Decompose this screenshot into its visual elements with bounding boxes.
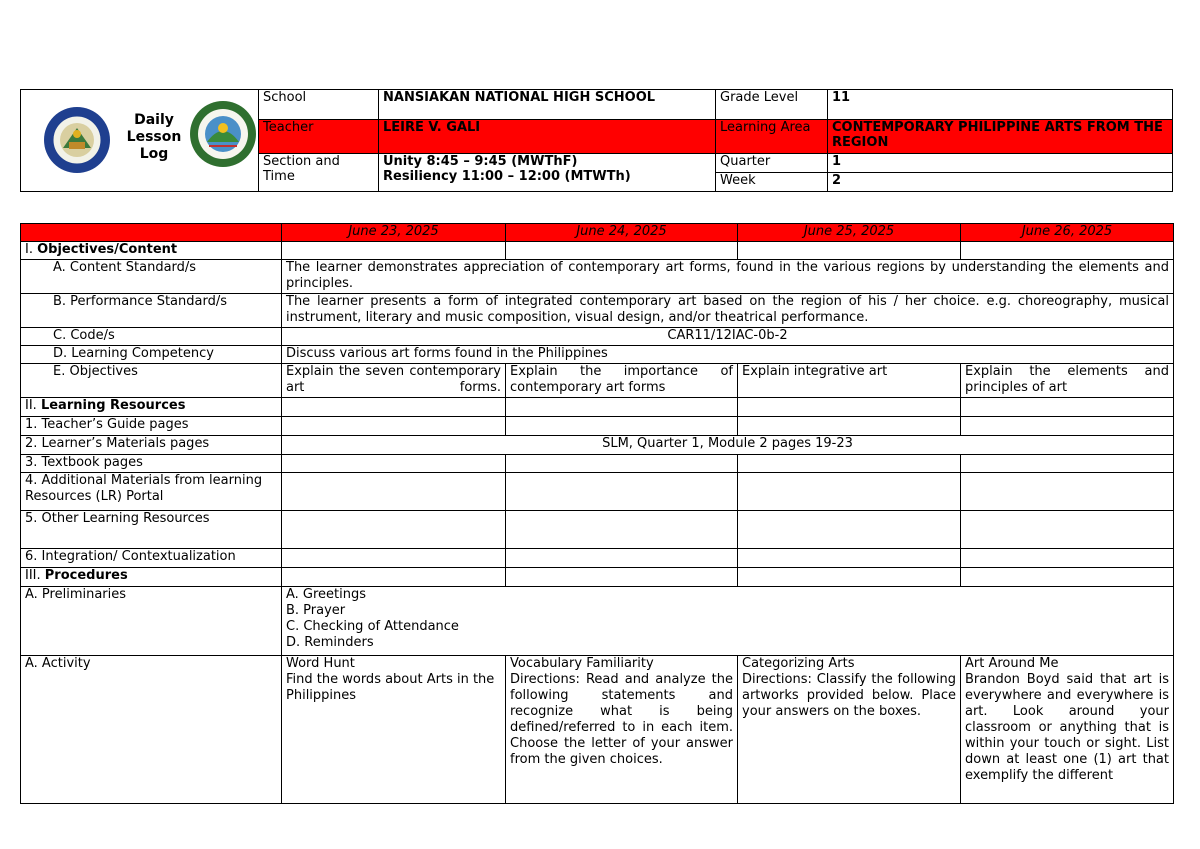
activity-day	[961, 656, 1174, 804]
logo-title-line: Log	[139, 145, 169, 162]
content-standard-label: A. Content Standard/s	[21, 260, 282, 294]
date-header: June 25, 2025	[738, 224, 961, 242]
activity-text: Directions: Classify the following artworks provided below. Place your answers on the boxes.	[742, 672, 956, 719]
section-line: Resiliency 11:00 – 12:00 (MTWTh)	[383, 169, 631, 184]
logo-cell	[21, 90, 259, 192]
integration-label: 6. Integration/ Contextualization	[21, 549, 282, 568]
objective-day: Explain the importance of contemporary art forms	[506, 364, 738, 398]
learning-area-value: CONTEMPORARY PHILIPPINE ARTS FROM THE REGION	[828, 120, 1173, 154]
preliminaries-label: A. Preliminaries	[21, 587, 282, 656]
week-label: Week	[716, 173, 828, 192]
content-standard-text: The learner demonstrates appreciation of contemporary art forms, found in the various regions by understanding the elements and principles.	[282, 260, 1174, 294]
activity-day	[506, 656, 738, 804]
lesson-log-table	[20, 223, 1174, 804]
activity-text: Find the words about Arts in the Philippines	[286, 672, 495, 703]
activity-title: Art Around Me	[965, 656, 1059, 671]
activity-title: Word Hunt	[286, 656, 355, 671]
additional-materials-label: 4. Additional Materials from learning Resources (LR) Portal	[21, 473, 282, 511]
competency-label: D. Learning Competency	[21, 346, 282, 364]
school-label: School	[259, 90, 379, 120]
logo-title-line: Daily	[134, 111, 174, 128]
textbook-label: 3. Textbook pages	[21, 455, 282, 473]
other-resources-label: 5. Other Learning Resources	[21, 511, 282, 549]
school-seal-icon	[189, 100, 257, 168]
section-heading-resources: II. Learning Resources	[21, 398, 282, 417]
teachers-guide-label: 1. Teacher’s Guide pages	[21, 417, 282, 436]
date-header: June 24, 2025	[506, 224, 738, 242]
code-label: C. Code/s	[21, 328, 282, 346]
objective-day: Explain the seven contemporary art forms.	[282, 364, 506, 398]
grade-level-label: Grade Level	[716, 90, 828, 120]
date-header: June 23, 2025	[282, 224, 506, 242]
performance-standard-text: The learner presents a form of integrated contemporary art based on the region of his / her choice. e.g. choreography, musical instrument, literary and music composition, visual design, and/or theatrical performance.	[282, 294, 1174, 328]
section-time-value	[379, 154, 716, 192]
section-heading-procedures: III. Procedures	[21, 568, 282, 587]
activity-title: Vocabulary Familiarity	[510, 656, 654, 671]
activity-title: Categorizing Arts	[742, 656, 855, 671]
learners-materials-label: 2. Learner’s Materials pages	[21, 436, 282, 455]
quarter-value: 1	[828, 154, 1173, 173]
deped-seal-icon	[43, 106, 111, 174]
activity-label: A. Activity	[21, 656, 282, 804]
activity-day	[282, 656, 506, 804]
header-table	[20, 89, 1173, 192]
activity-text: Brandon Boyd said that art is everywhere and everywhere is art. Look around your classroom or anything that is within your touch or sight. List down at least one (1) art that exemplify the different	[965, 672, 1169, 783]
objectives-label: E. Objectives	[21, 364, 282, 398]
list-item: B. Prayer	[286, 603, 346, 618]
school-value: NANSIAKAN NATIONAL HIGH SCHOOL	[379, 90, 716, 120]
date-header: June 26, 2025	[961, 224, 1174, 242]
list-item: A. Greetings	[286, 587, 367, 602]
list-item: D. Reminders	[286, 635, 374, 650]
list-item: C. Checking of Attendance	[286, 619, 459, 634]
competency-text: Discuss various art forms found in the Philippines	[282, 346, 1174, 364]
code-value: CAR11/12IAC-0b-2	[282, 328, 1174, 346]
section-heading-objectives: I. Objectives/Content	[21, 242, 282, 260]
activity-day	[738, 656, 961, 804]
objective-day: Explain the elements and principles of art	[961, 364, 1174, 398]
date-header-blank	[21, 224, 282, 242]
preliminaries-list	[282, 587, 1174, 656]
learners-materials-value: SLM, Quarter 1, Module 2 pages 19-23	[282, 436, 1174, 455]
teacher-label: Teacher	[259, 120, 379, 154]
quarter-label: Quarter	[716, 154, 828, 173]
activity-text: Directions: Read and analyze the following statements and recognize what is being defined/referred to in each item. Choose the letter of your answer from the given choices.	[510, 672, 733, 767]
teacher-value: LEIRE V. GALI	[379, 120, 716, 154]
week-value: 2	[828, 173, 1173, 192]
grade-level-value: 11	[828, 90, 1173, 120]
performance-standard-label: B. Performance Standard/s	[21, 294, 282, 328]
objective-day: Explain integrative art	[738, 364, 961, 398]
section-time-label: Section and Time	[259, 154, 379, 192]
section-line: Unity 8:45 – 9:45 (MWThF)	[383, 154, 578, 169]
logo-title-line: Lesson	[126, 128, 182, 145]
learning-area-label: Learning Area	[716, 120, 828, 154]
